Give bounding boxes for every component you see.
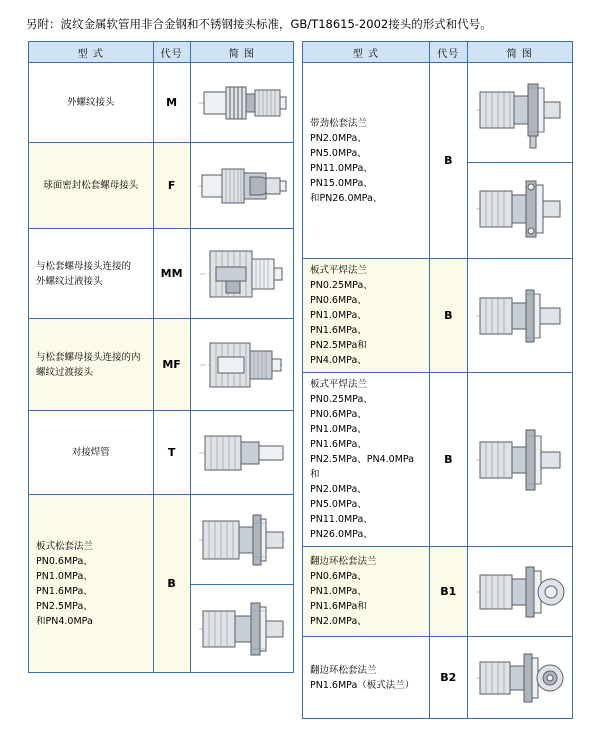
table-row: [29, 411, 294, 495]
row-code-label: MF: [153, 319, 190, 411]
table-row: [303, 637, 573, 719]
row-figure-plate-loose-flange: [190, 495, 293, 585]
row-type-label: 外螺纹接头: [29, 63, 154, 143]
row-figure-spherical-seal-union-nut-fitting: [190, 143, 293, 229]
row-type-label: 板式平焊法兰 PN0.25MPa、PN0.6MPa、 PN1.0MPa、PN1.6MPa、 PN2.5MPa、PN4.0MPa 和 PN2.0MPa、PN5.0MPa、 PN11.0MPa、PN26.0MPa、: [303, 373, 430, 547]
table-row: [29, 143, 294, 229]
table-row: [29, 63, 294, 143]
row-type-label: 翻边环松套法兰 PN0.6MPa、PN1.0MPa、 PN1.6MPa和PN2.0MPa、: [303, 547, 430, 637]
row-figure-lap-joint-flange-2: [467, 637, 572, 719]
page-title: 另附：波纹金属软管用非合金钢和不锈钢接头标准，GB/T18615-2002接头的形式和代号。: [26, 17, 492, 31]
table-header-row: [303, 42, 573, 63]
row-figure-external-thread-transition-fitting: [190, 229, 293, 319]
table-row: [29, 495, 294, 585]
header-code: 代号: [153, 42, 190, 63]
row-type-label: 板式松套法兰 PN0.6MPa、PN1.0MPa、 PN1.6MPa、PN2.5MPa、 和PN4.0MPa: [29, 495, 154, 673]
row-figure-plate-flat-weld-flange-2: [467, 373, 572, 547]
table-row: [303, 63, 573, 163]
row-type-label: 与松套螺母接头连接的 外螺纹过液接头: [29, 229, 154, 319]
header-type: 型 式: [303, 42, 430, 63]
row-code-label: M: [153, 63, 190, 143]
row-type-label: 与松套螺母接头连接的内 螺纹过渡接头: [29, 319, 154, 411]
row-code-label: B1: [429, 547, 467, 637]
left-fitting-table: [28, 41, 294, 673]
row-type-label: 球面密封松套螺母接头: [29, 143, 154, 229]
header-figure: 简 图: [190, 42, 293, 63]
row-figure-plate-flat-weld-flange: [467, 259, 572, 373]
header-figure: 简 图: [467, 42, 572, 63]
row-figure-plate-loose-flange-2: [190, 585, 293, 673]
row-figure-ribbed-loose-flange: [467, 63, 572, 163]
table-row: [303, 259, 573, 373]
row-figure-male-thread-fitting: [190, 63, 293, 143]
header-type: 型 式: [29, 42, 154, 63]
table-row: [303, 373, 573, 547]
row-code-label: B: [429, 259, 467, 373]
row-code-label: B2: [429, 637, 467, 719]
right-fitting-table: [302, 41, 573, 719]
row-type-label: 板式平焊法兰 PN0.25MPa、PN0.6MPa、 PN1.0MPa、PN1.6MPa、 PN2.5MPa和PN4.0MPa、: [303, 259, 430, 373]
row-code-label: B: [153, 495, 190, 673]
row-code-label: MM: [153, 229, 190, 319]
row-figure-butt-weld-pipe: [190, 411, 293, 495]
row-code-label: B: [429, 373, 467, 547]
row-code-label: F: [153, 143, 190, 229]
row-type-label: 带劲松套法兰 PN2.0MPa、PN5.0MPa、 PN11.0MPa、PN15.0MPa、 和PN26.0MPa、: [303, 63, 430, 259]
row-type-label: 翻边环松套法兰 PN1.6MPa（板式法兰）: [303, 637, 430, 719]
row-figure-internal-thread-transition-fitting: [190, 319, 293, 411]
table-header-row: [29, 42, 294, 63]
row-type-label: 对接焊管: [29, 411, 154, 495]
tables-container: [28, 41, 573, 719]
table-row: [29, 319, 294, 411]
row-figure-lap-joint-flange: [467, 547, 572, 637]
header-code: 代号: [429, 42, 467, 63]
table-row: [29, 229, 294, 319]
row-figure-ribbed-loose-flange-2: [467, 163, 572, 259]
row-code-label: T: [153, 411, 190, 495]
row-code-label: B: [429, 63, 467, 259]
table-row: [303, 547, 573, 637]
